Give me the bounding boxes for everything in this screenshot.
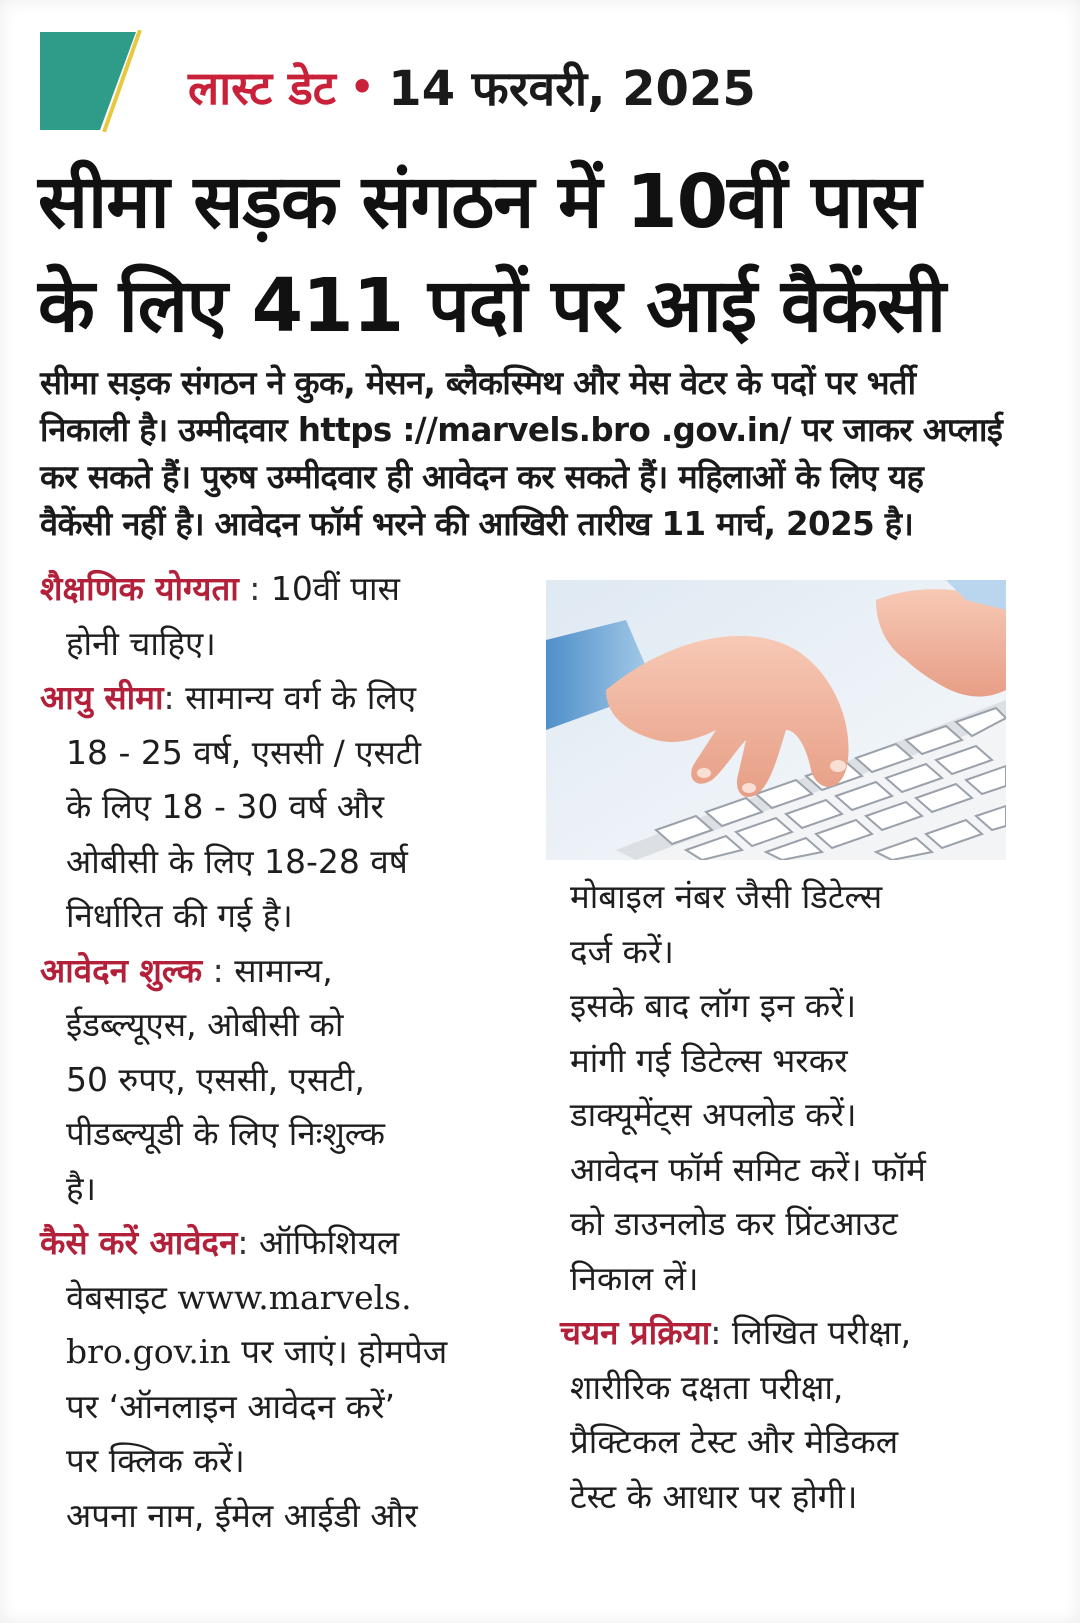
howto-line-1 [40, 1216, 520, 1271]
howto-sep: : [237, 1223, 259, 1262]
age-line-4: ओबीसी के लिए 18-28 वर्ष [66, 841, 408, 881]
headline-line-1: सीमा सड़क संगठन में 10वीं पास [38, 159, 921, 245]
last-date-label: लास्ट डेट [188, 61, 336, 115]
intro-line-4: वैकेंसी नहीं है। आवेदन फॉर्म भरने की आखिरी तारीख 11 मार्च, 2025 है। [40, 505, 914, 543]
age-line-3: के लिए 18 - 30 वर्ष और [66, 787, 385, 826]
selection-text-1: लिखित परीक्षा, [731, 1313, 912, 1352]
fee-line-1 [40, 944, 520, 999]
typing-hands-keyboard-photo [546, 580, 1006, 860]
howto-label: कैसे करें आवेदन [40, 1223, 238, 1262]
howto-line-11: डाक्यूमेंट्स अपलोड करें। [570, 1095, 857, 1134]
intro-paragraph [40, 360, 1040, 548]
howto-line-3 [40, 1325, 520, 1380]
selection-line-3: प्रैक्टिकल टेस्ट और मेडिकल [570, 1422, 899, 1461]
qualification-line-1 [40, 562, 520, 617]
qualification-line-2: होनी चाहिए। [66, 623, 216, 663]
age-line-2: 18 - 25 वर्ष, एससी / एसटी [66, 732, 422, 772]
headline-line-2: के लिए 411 पदों पर आई वैकेंसी [38, 263, 946, 349]
intro-line-2: निकाली है। उम्मीदवार https ://marvels.bro .gov.in/ पर जाकर अप्लाई [40, 411, 1003, 449]
qualification-sep: : [238, 569, 271, 608]
website-url-part-1: www.marvels. [177, 1277, 412, 1317]
selection-sep: : [710, 1313, 732, 1352]
selection-line-1 [560, 1306, 1060, 1361]
howto-line-14: निकाल लें। [570, 1258, 699, 1298]
howto-text-2: वेबसाइट [66, 1277, 178, 1317]
age-label: आयु सीमा [40, 678, 164, 717]
qualification-text-1: 10वीं पास [270, 569, 400, 608]
howto-line-6: अपना नाम, ईमेल आईडी और [66, 1495, 418, 1535]
fee-text-1: सामान्य, [234, 950, 333, 990]
website-url-part-2: bro.gov.in [66, 1332, 231, 1371]
fee-line-3: 50 रुपए, एससी, एसटी, [66, 1059, 365, 1099]
intro-line-1: सीमा सड़क संगठन ने कुक, मेसन, ब्लैकस्मिथ और मेस वेटर के पदों पर भर्ती [40, 364, 916, 402]
last-date-value: 14 फरवरी, 2025 [388, 60, 756, 117]
qualification-label: शैक्षणिक योग्यता [40, 569, 239, 608]
age-line-5: निर्धारित की गई है। [66, 896, 293, 935]
selection-line-2: शारीरिक दक्षता परीक्षा, [570, 1367, 844, 1407]
fee-sep: : [202, 950, 235, 990]
bullet-dot: • [350, 65, 375, 109]
selection-line-4: टेस्ट के आधार पर होगी। [570, 1476, 858, 1516]
fee-label: आवेदन शुल्क [40, 950, 203, 990]
howto-text-3: पर जाएं। होमपेज [230, 1332, 448, 1371]
howto-text-1: ऑफिशियल [259, 1223, 400, 1262]
fee-line-4: पीडब्ल्यूडी के लिए निःशुल्क [66, 1114, 385, 1153]
last-date-line [188, 52, 756, 122]
howto-line-8: दर्ज करें। [570, 931, 674, 971]
howto-line-12: आवेदन फॉर्म समिट करें। फॉर्म [570, 1149, 926, 1189]
teal-flag-icon [40, 30, 150, 132]
howto-line-9: इसके बाद लॉग इन करें। [570, 986, 857, 1025]
howto-line-13: को डाउनलोड कर प्रिंटआउट [570, 1204, 898, 1243]
left-column [40, 562, 520, 1543]
fee-line-2: ईडब्ल्यूएस, ओबीसी को [66, 1005, 344, 1044]
age-text-1: सामान्य वर्ग के लिए [185, 678, 417, 717]
selection-label: चयन प्रक्रिया [560, 1313, 711, 1352]
howto-line-4: पर ‘ऑनलाइन आवेदन करें’ [66, 1386, 395, 1426]
fee-line-5: है। [66, 1168, 97, 1208]
keyboard-illustration [546, 580, 1006, 860]
age-line-1 [40, 671, 520, 726]
age-sep: : [163, 678, 186, 717]
howto-line-2 [40, 1271, 520, 1326]
intro-line-3: कर सकते हैं। पुरुष उम्मीदवार ही आवेदन कर सकते हैं। महिलाओं के लिए यह [40, 458, 924, 496]
howto-line-7: मोबाइल नंबर जैसी डिटेल्स [570, 877, 883, 916]
howto-line-5: पर क्लिक करें। [66, 1441, 245, 1480]
howto-line-10: मांगी गई डिटेल्स भरकर [570, 1040, 848, 1080]
headline [38, 150, 1048, 358]
right-column [560, 870, 1060, 1524]
